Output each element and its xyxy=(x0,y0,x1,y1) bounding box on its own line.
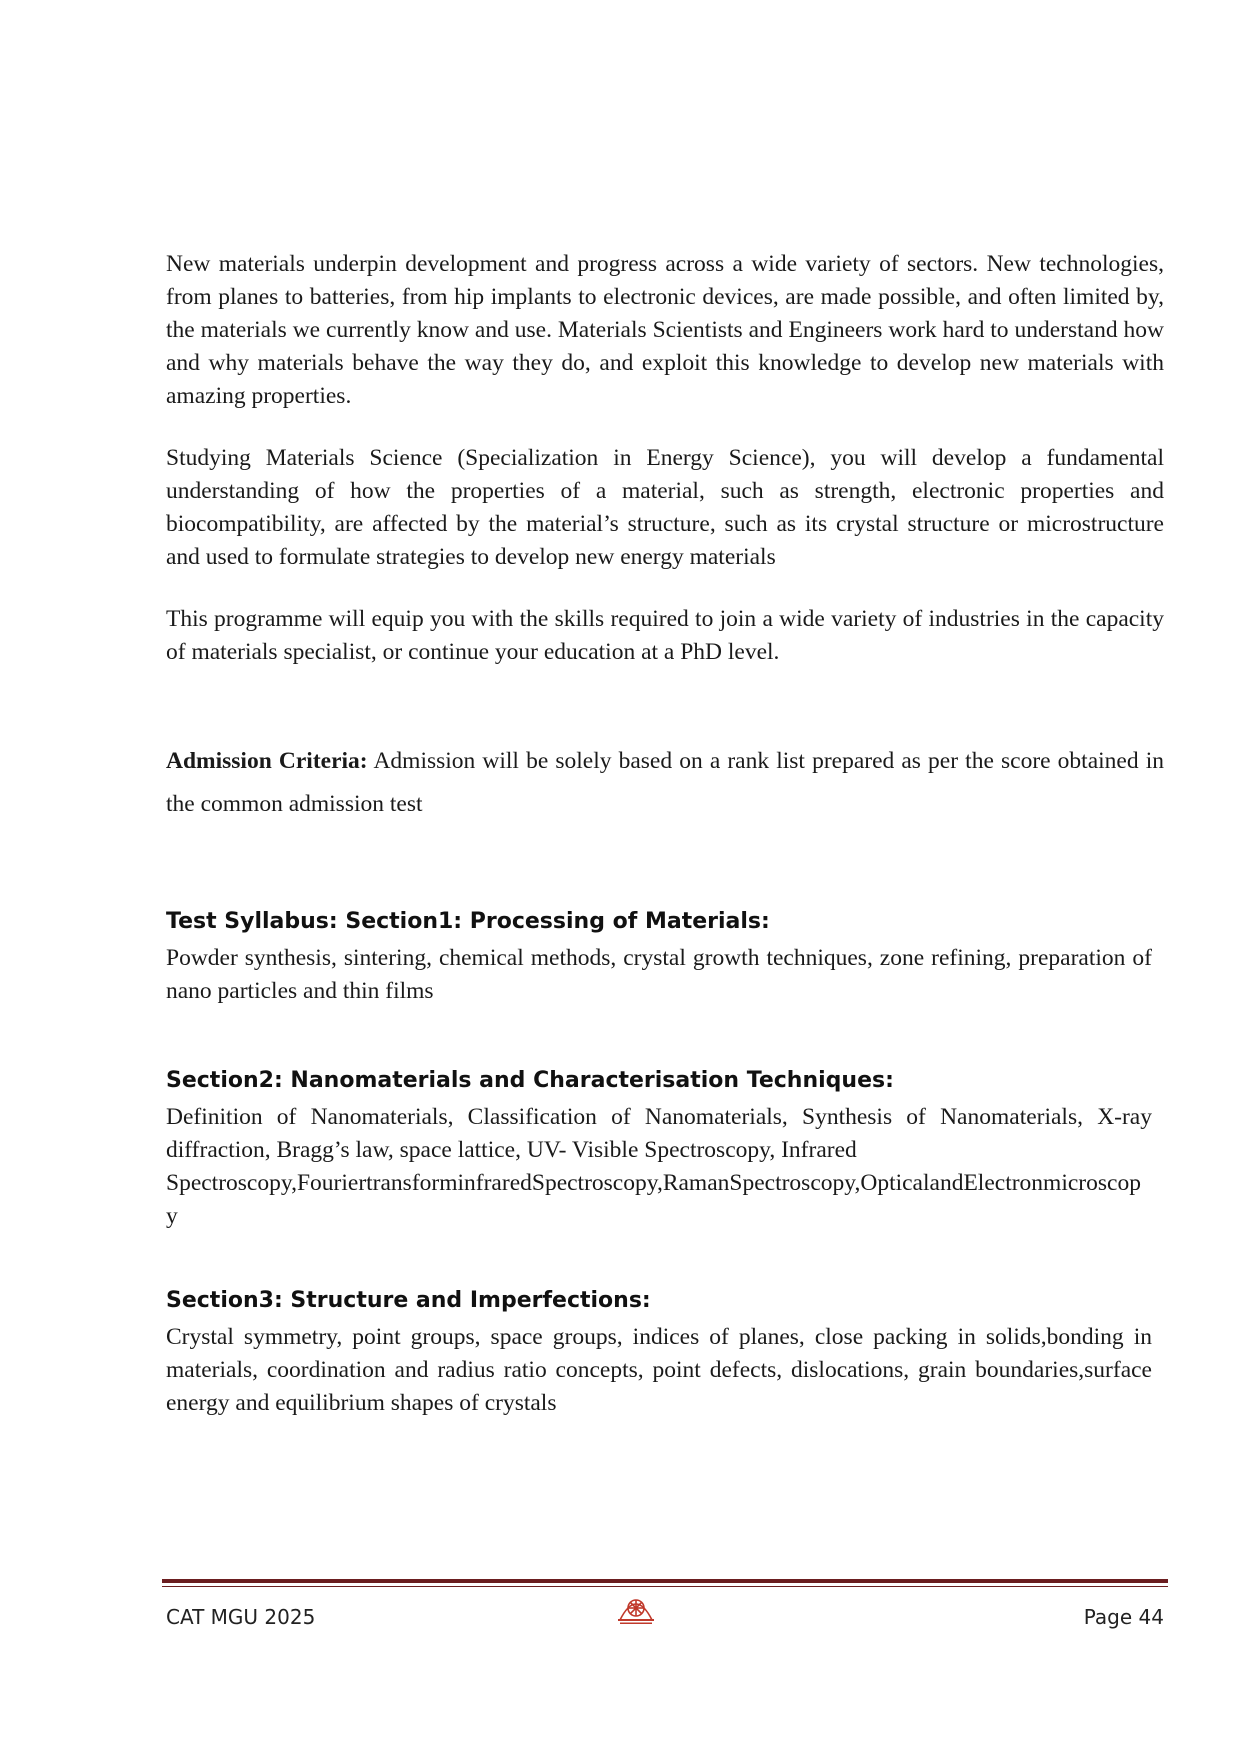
admission-criteria xyxy=(166,740,1164,826)
footer-title: CAT MGU 2025 xyxy=(166,1605,316,1629)
syllabus-section-3 xyxy=(166,1286,1152,1420)
university-emblem-icon xyxy=(614,1590,658,1626)
footer-page-number: Page 44 xyxy=(1083,1605,1164,1629)
syllabus-section-1 xyxy=(166,907,1152,1008)
section-1-heading: Test Syllabus: Section1: Processing of Materials: xyxy=(166,909,770,934)
footer-rule-thick xyxy=(162,1579,1168,1583)
intro-paragraph-1: New materials underpin development and progress across a wide variety of sectors. New technologies, from planes to batteries, from hip implants to electronic devices, are made possible, and often limited by, the materials we currently know and use. Materials Scientists and Engineers work hard to understand how and why materials behave the way they do, and exploit this knowledge to develop new materials with amazing properties. xyxy=(166,251,1164,409)
footer-rule-thin xyxy=(162,1586,1168,1587)
page-content xyxy=(166,248,1164,1420)
section-3-heading: Section3: Structure and Imperfections: xyxy=(166,1288,651,1313)
admission-criteria-text: Admission will be solely based on a rank list prepared as per the score obtained in the common admission test xyxy=(166,748,1164,817)
section-2-body-part-1: Definition of Nanomaterials, Classification of Nanomaterials, Synthesis of Nanomaterials, X-ray diffraction, Bragg’s law, space lattice, UV- Visible Spectroscopy, Infrared xyxy=(166,1104,1152,1163)
syllabus-section-2 xyxy=(166,1066,1152,1233)
section-2-body xyxy=(166,1101,1152,1233)
intro-paragraph-2: Studying Materials Science (Specialization in Energy Science), you will develop a fundamental understanding of how the properties of a material, such as strength, electronic properties and biocompatibility, are affected by the material’s structure, such as its crystal structure or microstructure and used to formulate strategies to develop new energy materials xyxy=(166,445,1164,570)
admission-criteria-label: Admission Criteria: xyxy=(166,748,368,774)
section-3-body: Crystal symmetry, point groups, space groups, indices of planes, close packing in solids,bonding in materials, coordination and radius ratio concepts, point defects, dislocations, grain boundaries,surface energy and equilibrium shapes of crystals xyxy=(166,1324,1152,1416)
section-2-heading: Section2: Nanomaterials and Characterisation Techniques: xyxy=(166,1068,894,1093)
section-2-body-part-2: Spectroscopy,FouriertransforminfraredSpectroscopy,RamanSpectroscopy,OpticalandElectronmicroscopy xyxy=(166,1170,1141,1229)
intro-paragraph-3: This programme will equip you with the skills required to join a wide variety of industries in the capacity of materials specialist, or continue your education at a PhD level. xyxy=(166,606,1164,665)
section-1-body: Powder synthesis, sintering, chemical methods, crystal growth techniques, zone refining, preparation of nano particles and thin films xyxy=(166,945,1152,1004)
